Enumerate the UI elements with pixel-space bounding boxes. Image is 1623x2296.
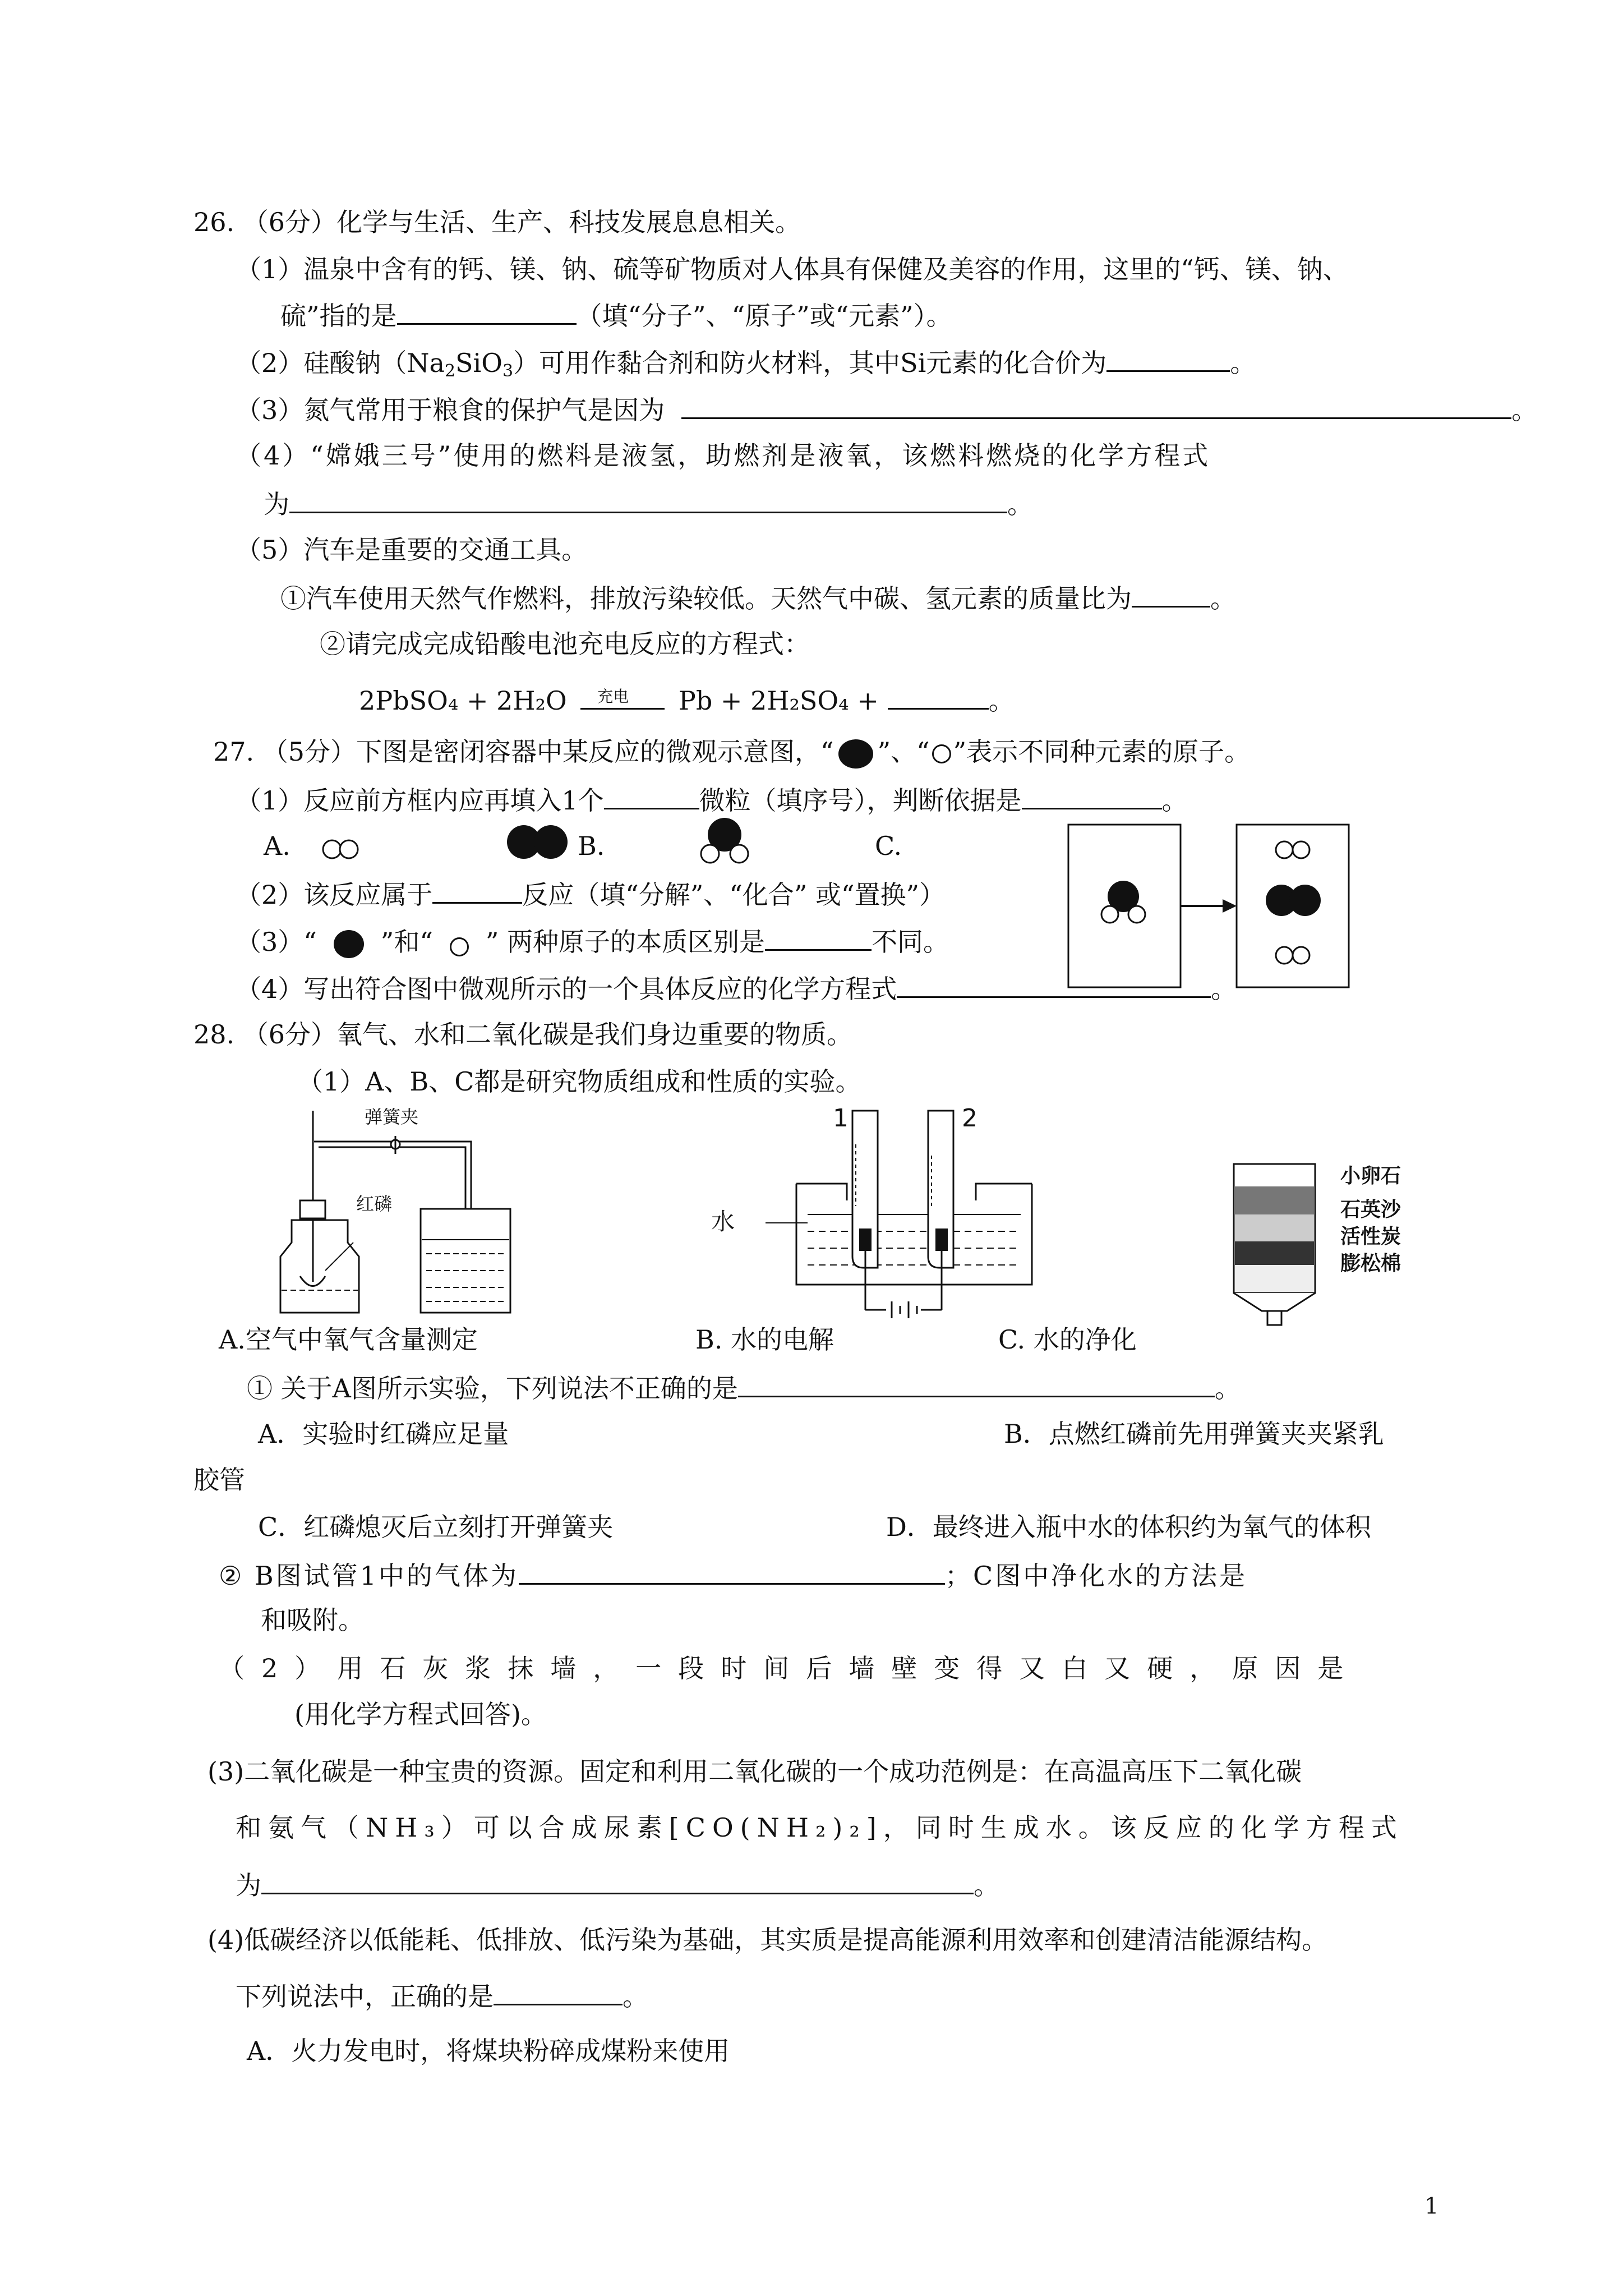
q26-part5-1: ①汽车使用天然气作燃料，排放污染较低。天然气中碳、氢元素的质量比为 。 — [280, 581, 1236, 614]
water-label: 水 — [711, 1208, 735, 1235]
answer-blank[interactable] — [1022, 783, 1162, 809]
answer-blank[interactable] — [738, 1371, 1215, 1397]
figure-a-apparatus — [269, 1102, 617, 1327]
answer-blank[interactable] — [765, 924, 872, 951]
q26-part1-line1: （1）温泉中含有的钙、镁、钠、硫等矿物质对人体具有保健及美容的作用，这里的“钙、镁、钠、 — [236, 254, 1349, 284]
answer-blank[interactable] — [888, 683, 989, 710]
quartz-sand-label: 石英沙 — [1340, 1198, 1401, 1221]
q26-part2: （2）硅酸钠$(Na_2SiO_3)$可用作黏合剂和防火材料，其中Si元素的化合价为 。 — [236, 346, 1256, 387]
answer-blank[interactable] — [494, 1979, 623, 2005]
black-atom-icon — [334, 930, 364, 958]
q28-sub2-cont: 和吸附。 — [261, 1605, 364, 1635]
figure-b-electrolysis — [774, 1099, 1066, 1324]
q28-option-c: C．红磷熄灭后立刻打开弹簧夹 — [258, 1512, 614, 1542]
q27-part4: （4）写出符合图中微观所示的一个具体反应的化学方程式 。 — [236, 972, 1237, 1005]
q28-option-b-cont: 胶管 — [193, 1465, 245, 1495]
q28-sub2: ② B图试管1中的气体为 ；C图中净化水的方法是 — [219, 1558, 1247, 1591]
figure-b-caption: B. 水的电解 — [695, 1324, 834, 1355]
answer-blank[interactable] — [604, 783, 699, 809]
equation-condition: 充电 — [597, 687, 629, 706]
answer-blank[interactable] — [1106, 346, 1230, 372]
q28-part2-line2: (用化学方程式回答)。 — [294, 1699, 547, 1729]
answer-blank[interactable] — [261, 1868, 974, 1894]
q28-title: 28. （6分）氧气、水和二氧化碳是我们身边重要的物质。 — [193, 1019, 853, 1050]
q26-part5-2: ②请完成完成铅酸电池充电反应的方程式： — [320, 629, 810, 659]
q28-part4-option-a: A．火力发电时，将煤块粉碎成煤粉来使用 — [247, 2036, 730, 2066]
answer-blank[interactable] — [519, 1558, 945, 1585]
q28-part4-line2: 下列说法中，正确的是 。 — [236, 1979, 648, 2012]
activated-carbon-label: 活性炭 — [1340, 1225, 1401, 1248]
q28-part4-line1: (4)低碳经济以低能耗、低排放、低污染为基础，其实质是提高能源利用效率和创建清洁能源结构。 — [208, 1925, 1328, 1955]
q26-part3: （3）氮气常用于粮食的保护气是因为 。 — [236, 393, 1537, 426]
q28-option-b: B．点燃红磷前先用弹簧夹夹紧乳 — [1004, 1419, 1384, 1449]
q28-part2-line1: （2）用石灰浆抹墙，一段时间后墙壁变得又白又硬，原因是 — [219, 1653, 1361, 1683]
white-atom-icon — [450, 937, 469, 956]
pebble-label: 小卵石 — [1340, 1164, 1401, 1188]
q26-equation: 2PbSO₄ + 2H₂O 充电 Pb + 2H₂SO₄ + 。 — [359, 683, 1015, 716]
q26-title: 26. （6分）化学与生活、生产、科技发展息息相关。 — [193, 207, 801, 237]
option-b-molecule-icon[interactable] — [505, 822, 578, 862]
q28-part3-line1: (3)二氧化碳是一种宝贵的资源。固定和利用二氧化碳的一个成功范例是：在高温高压下二氧化碳 — [208, 1756, 1302, 1787]
q26-part4-line1: （4）“嫦娥三号”使用的燃料是液氢，助燃剂是液氧，该燃料燃烧的化学方程式 — [236, 440, 1211, 471]
q27-title: 27. （5分）下图是密闭容器中某反应的微观示意图，“ ”、“ ”表示不同种元素的原子。 — [213, 736, 1250, 769]
q27-option-b-label: B. — [578, 831, 605, 861]
q27-part3: （3）“ ”和“ ” 两种原子的本质区别是 不同。 — [236, 924, 949, 958]
q26-part1-line2: 硫”指的是 （填“分子”、“原子”或“元素”）。 — [280, 298, 952, 332]
white-atom-icon — [932, 744, 951, 763]
q27-option-c-label: C. — [875, 831, 902, 861]
answer-blank[interactable] — [289, 487, 1007, 513]
answer-blank[interactable] — [432, 877, 522, 904]
q28-part3-line3: 为 。 — [236, 1868, 999, 1901]
q28-part3-line2: 和氨气（NH₃）可以合成尿素[CO(NH₂)₂]，同时生成水。该反应的化学方程式 — [236, 1812, 1404, 1843]
answer-blank[interactable] — [397, 298, 577, 325]
q28-part1: （1）A、B、C都是研究物质组成和性质的实验。 — [297, 1066, 861, 1097]
q28-sub1: ① 关于A图所示实验，下列说法不正确的是 。 — [247, 1371, 1241, 1404]
figure-c-purifier — [1223, 1164, 1335, 1327]
page-number: 1 — [1424, 2193, 1439, 2219]
q27-option-a-label: A. — [264, 831, 291, 861]
reaction-microscopic-diagram — [1068, 825, 1349, 993]
q27-part2: （2）该反应属于 反应（填“分解”、“化合” 或“置换”） — [236, 877, 945, 910]
option-a-molecule-icon[interactable] — [320, 831, 370, 865]
q27-part1: （1）反应前方框内应再填入1个 微粒（填序号），判断依据是 。 — [236, 783, 1188, 816]
tube-2-label: 2 — [962, 1104, 978, 1133]
q28-option-a: A．实验时红磷应足量 — [258, 1419, 509, 1449]
q28-option-d: D．最终进入瓶中水的体积约为氧气的体积 — [886, 1512, 1371, 1542]
answer-blank[interactable] — [681, 393, 1511, 419]
option-c-molecule-icon[interactable] — [695, 815, 757, 871]
figure-a-caption: A.空气中氧气含量测定 — [219, 1324, 478, 1355]
figure-c-caption: C. 水的净化 — [998, 1324, 1137, 1355]
answer-blank[interactable] — [1132, 581, 1210, 608]
cotton-label: 膨松棉 — [1340, 1251, 1401, 1275]
tube-1-label: 1 — [833, 1104, 849, 1133]
black-atom-icon — [838, 739, 873, 769]
q26-part5: （5）汽车是重要的交通工具。 — [236, 535, 588, 565]
spring-clip-label: 弹簧夹 — [365, 1106, 419, 1128]
red-phosphorus-label: 红磷 — [356, 1193, 393, 1214]
q26-part4-line2: 为 。 — [264, 487, 1033, 520]
